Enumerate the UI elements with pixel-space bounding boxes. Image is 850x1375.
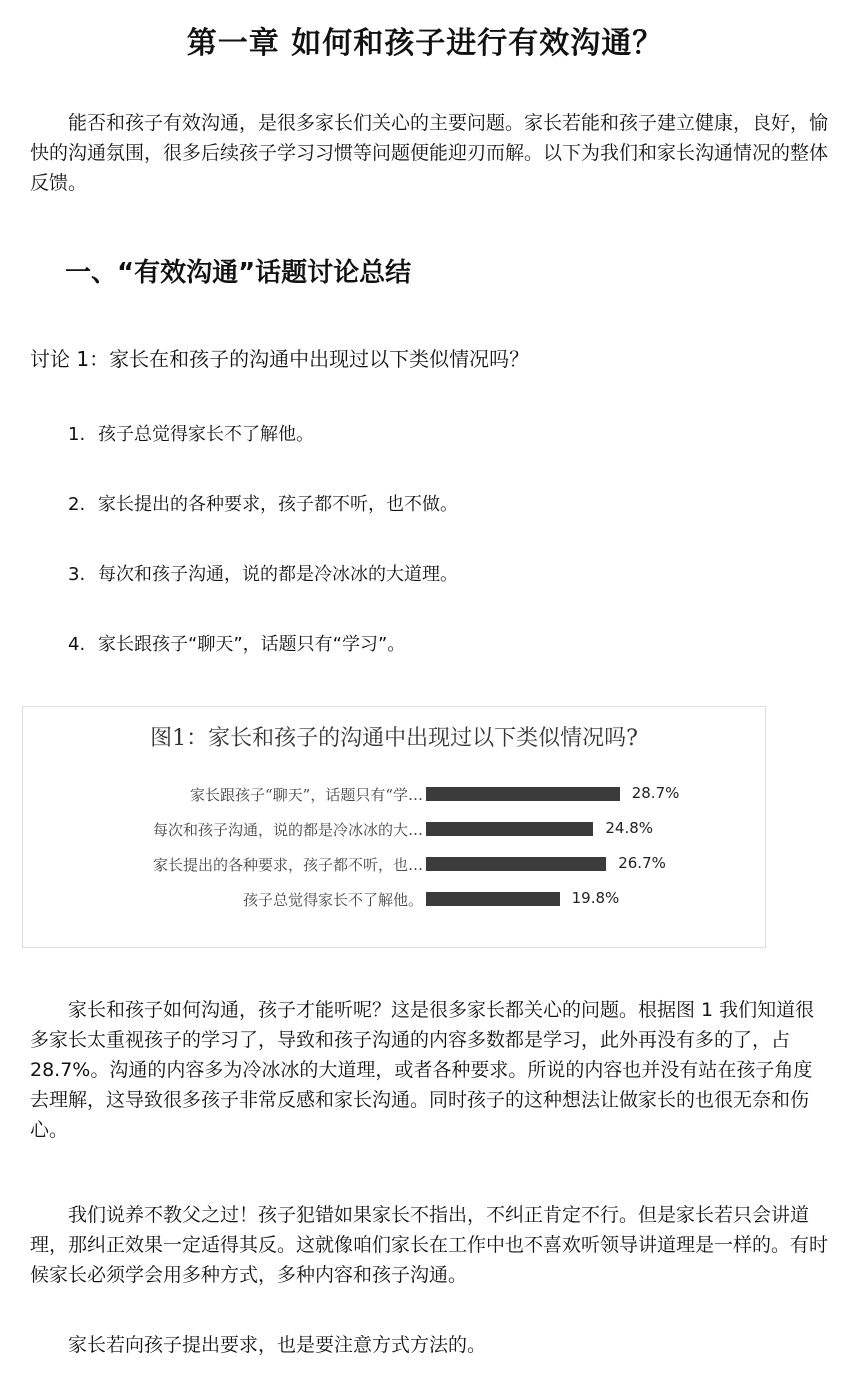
list-item-number: 4. [68,634,86,655]
bar [426,857,606,871]
bar-value-label: 19.8% [571,889,620,907]
bar-value-label: 24.8% [605,819,654,837]
bar-category-label: 每次和孩子沟通，说的都是冷冰冰的大… [152,821,423,839]
list-item [68,560,458,586]
section-heading: 一、“有效沟通”话题讨论总结 [65,258,412,288]
bar-value-label: 26.7% [618,854,666,872]
bar-value-label: 28.7% [631,784,680,802]
list-item-text: 家长提出的各种要求，孩子都不听，也不做。 [98,494,458,515]
chapter-title: 第一章 如何和孩子进行有效沟通？ [186,26,664,61]
closing-paragraph: 家长若向孩子提出要求，也是要注意方式方法的。 [68,1334,487,1356]
bar-category-label: 孩子总觉得家长不了解他。 [242,891,423,909]
bar-chart [22,706,766,948]
list-item [68,630,405,656]
list-item [68,420,314,446]
list-item-text: 孩子总觉得家长不了解他。 [98,424,314,445]
analysis-paragraph: 家长和孩子如何沟通，孩子才能听呢？这是很多家长都关心的问题。根据图 1 我们知道很多家长太重视孩子的学习了，导致和孩子沟通的内容多数都是学习，此外再没有多的了，占 28.7%。沟通的内容多为冷冰冰的大道理，或者各种要求。所说的内容也并没有站在孩子角度去理解，这导致很多孩子非常反感和家长沟通。同时孩子的这种想法让做家长的也很无奈和伤心。 [30,999,815,1141]
list-item [68,490,458,516]
chart-title: 图1：家长和孩子的沟通中出现过以下类似情况吗? [150,726,638,751]
intro-paragraph: 能否和孩子有效沟通，是很多家长们关心的主要问题。家长若能和孩子建立健康，良好，愉快的沟通氛围，很多后续孩子学习习惯等问题便能迎刃而解。以下为我们和家长沟通情况的整体反馈。 [30,112,829,194]
bar [426,787,620,801]
discussion-question: 讨论 1：家长在和孩子的沟通中出现过以下类似情况吗？ [30,347,530,371]
advice-paragraph: 我们说养不教父之过！孩子犯错如果家长不指出，不纠正肯定不行。但是家长若只会讲道理，那纠正效果一定适得其反。这就像咱们家长在工作中也不喜欢听领导讲道理是一样的。有时候家长必须学会用多种方式，多种内容和孩子沟通。 [30,1204,829,1286]
list-item-number: 2. [68,494,86,515]
list-item-number: 1. [68,424,86,445]
bar-category-label: 家长提出的各种要求，孩子都不听，也… [152,856,423,874]
list-item-text: 家长跟孩子“聊天”，话题只有“学习”。 [98,634,406,655]
list-item-number: 3. [68,564,86,585]
list-item-text: 每次和孩子沟通，说的都是冷冰冰的大道理。 [98,564,458,585]
bar [426,892,560,906]
bar [426,822,593,836]
bar-category-label: 家长跟孩子“聊天”，话题只有“学… [189,786,423,804]
